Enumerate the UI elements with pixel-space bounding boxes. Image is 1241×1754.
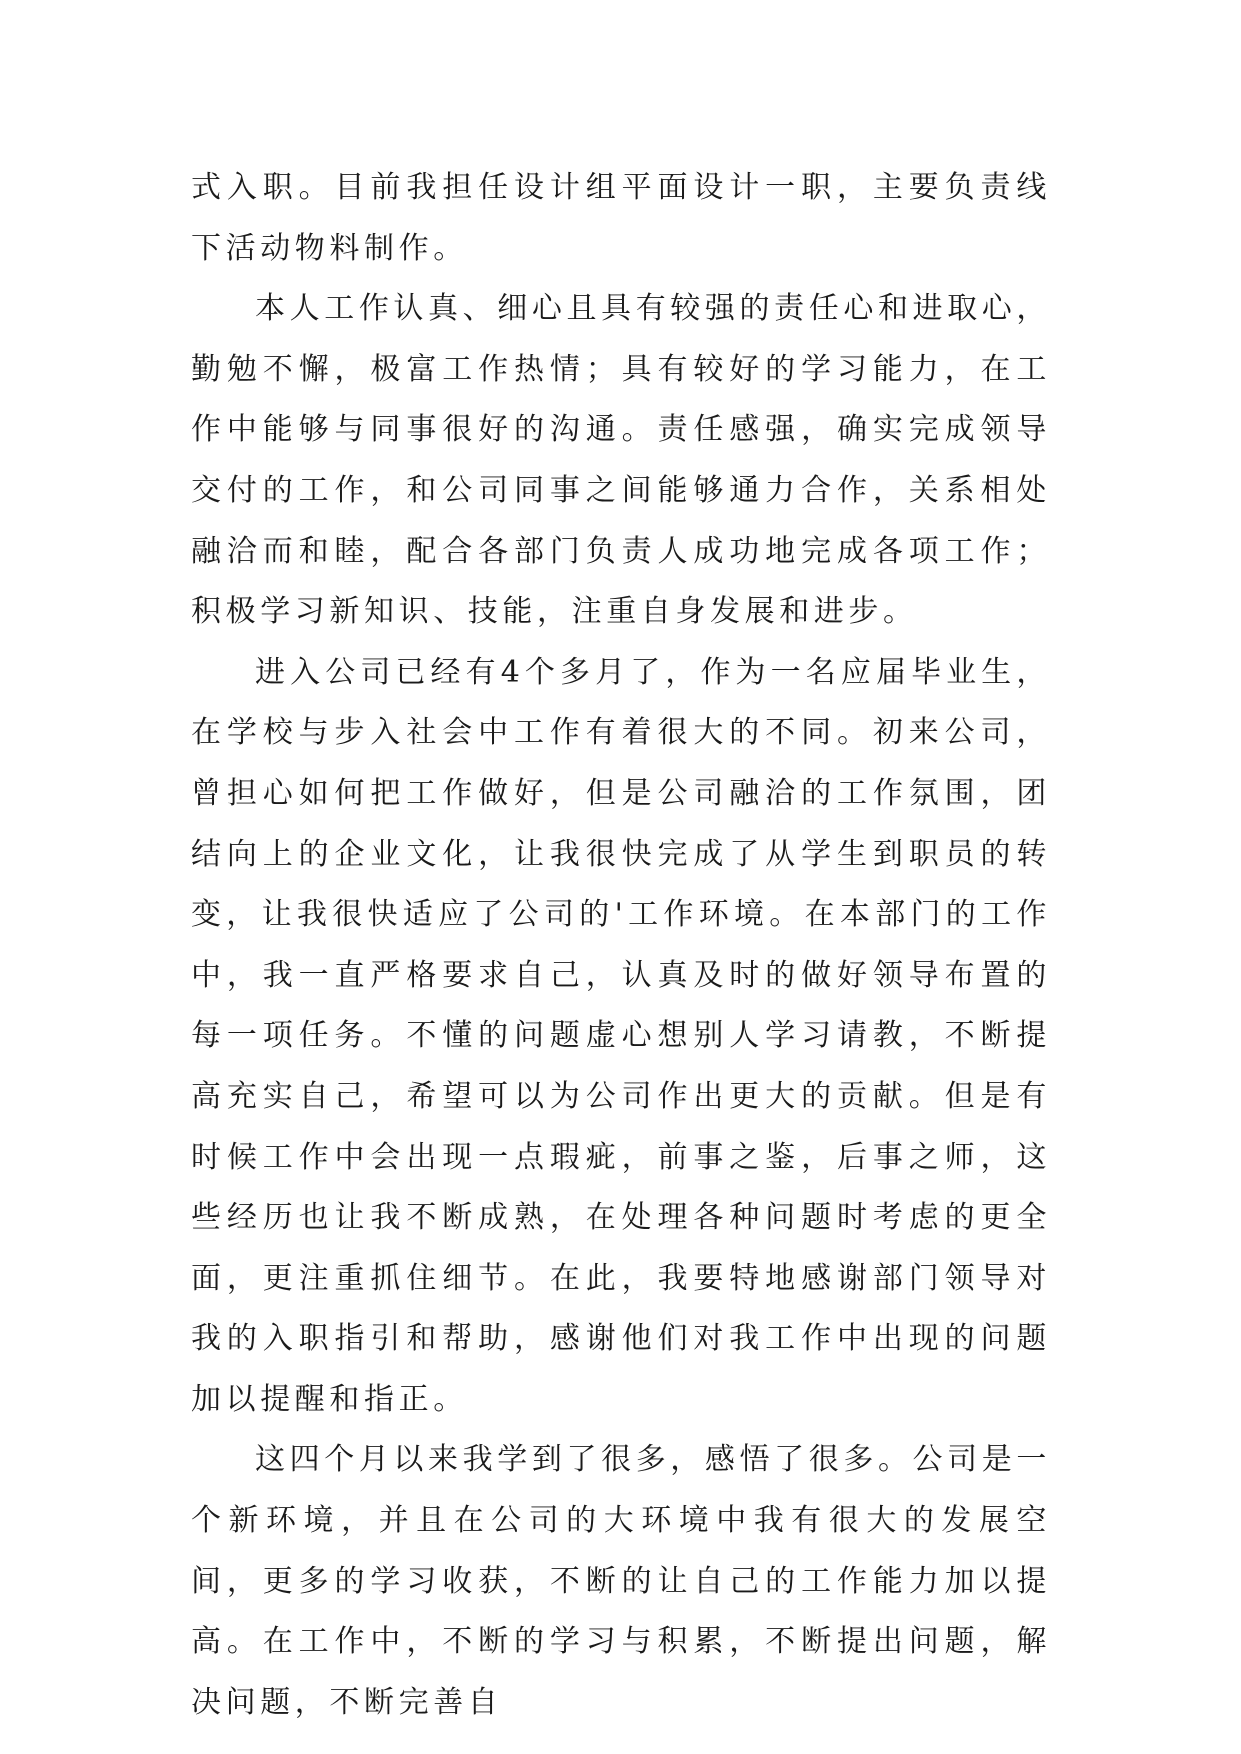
- paragraph-work-experience: 进入公司已经有4个多月了，作为一名应届毕业生，在学校与步入社会中工作有着很大的不同。初来公司，曾担心如何把工作做好，但是公司融洽的工作氛围，团结向上的企业文化，让我很快完成了从学生到职员的转变，让我很快适应了公司的'工作环境。在本部门的工作中，我一直严格要求自己，认真及时的做好领导布置的每一项任务。不懂的问题虚心想别人学习请教，不断提高充实自己，希望可以为公司作出更大的贡献。但是有时候工作中会出现一点瑕疵，前事之鉴，后事之师，这些经历也让我不断成熟，在处理各种问题时考虑的更全面，更注重抓住细节。在此，我要特地感谢部门领导对我的入职指引和帮助，感谢他们对我工作中出现的问题加以提醒和指正。: [191, 654, 1051, 1417]
- document-body: [191, 158, 1051, 1733]
- paragraph-self-assessment: 本人工作认真、细心且具有较强的责任心和进取心，勤勉不懈，极富工作热情；具有较好的学习能力，在工作中能够与同事很好的沟通。责任感强，确实完成领导交付的工作，和公司同事之间能够通力合作，关系相处融洽而和睦，配合各部门负责人成功地完成各项工作；积极学习新知识、技能，注重自身发展和进步。: [191, 291, 1051, 630]
- paragraph-continuation: 式入职。目前我担任设计组平面设计一职，主要负责线下活动物料制作。: [191, 170, 1051, 266]
- paragraph-learning: 这四个月以来我学到了很多，感悟了很多。公司是一个新环境，并且在公司的大环境中我有很大的发展空间，更多的学习收获，不断的让自己的工作能力加以提高。在工作中，不断的学习与积累，不断提出问题，解决问题，不断完善自: [191, 1442, 1051, 1720]
